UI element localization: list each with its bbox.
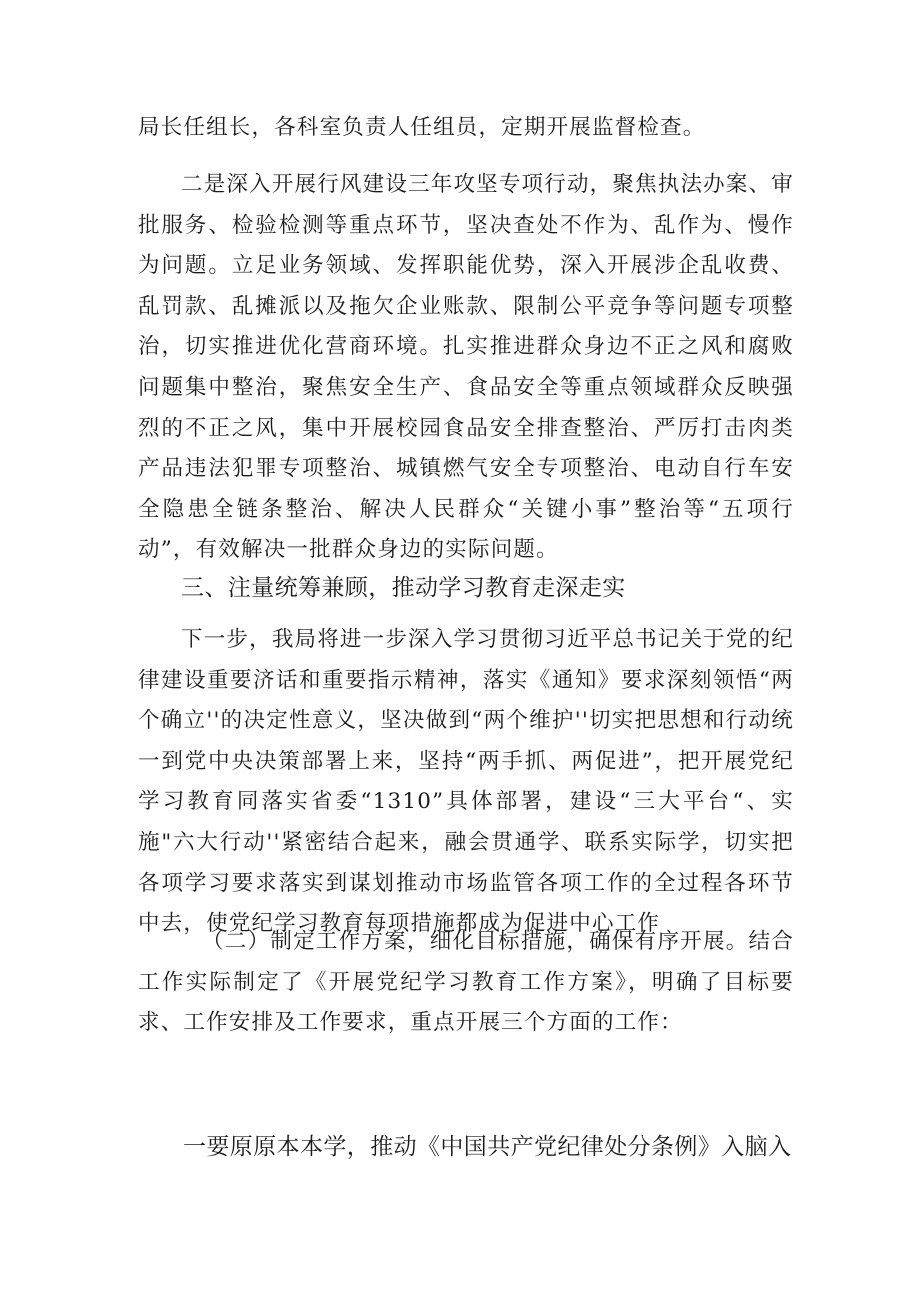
paragraph-continuation: 局长任组长，各科室负责人任组员，定期开展监督检查。 xyxy=(138,115,706,140)
subsection-heading: 一要原原本本学，推动《中国共产党纪律处分条例》入脑入 xyxy=(183,1134,792,1160)
paragraph-next-steps: 下一步，我局将进一步深入学习贯彻习近平总书记关于党的纪律建设重要济话和重要指示精神，落实《通知》要求深刻领悟“两个确立''的决定性意义，坚决做到“两个维护''切实把思想和行动统一到党中央决策部署上来，坚持“两手抓、两促进”，把开展党纪学习教育同落实省委“1310”具体部署，建设“三大平台“、实施"六大行动''紧密结合起来，融会贯通学、联系实际学，切实把各项学习要求落实到谋划推动市场监管各项工作的全过程各环节中去，使党纪学习教育每项措施都成为促进中心工作 xyxy=(138,627,794,937)
section-heading-3: 三、注量统筹兼顾，推动学习教育走深走实 xyxy=(181,575,626,601)
paragraph-work-plan: （二）制定工作方案，细化目标措施，确保有序开展。结合工作实际制定了《开展党纪学习教育工作方案》，明确了目标要求、工作安排及工作要求，重点开展三个方面的工作： xyxy=(138,929,794,1036)
paragraph-action-campaign: 二是深入开展行风建设三年攻坚专项行动，聚焦执法办案、审批服务、检验检测等重点环节，坚决查处不作为、乱作为、慢作为问题。立足业务领域、发挥职能优势，深入开展涉企乱收费、乱罚款、乱摊派以及拖欠企业账款、限制公平竞争等问题专项整治，切实推进优化营商环境。扎实推进群众身边不正之风和腐败问题集中整治，聚焦安全生产、食品安全等重点领域群众反映强烈的不正之风，集中开展校园食品安全排查整治、严厉打击肉类产品违法犯罪专项整治、城镇燃气安全专项整治、电动自行车安全隐患全链条整治、解决人民群众“关键小事”整治等“五项行动”，有效解决一批群众身边的实际问题。 xyxy=(138,172,794,563)
